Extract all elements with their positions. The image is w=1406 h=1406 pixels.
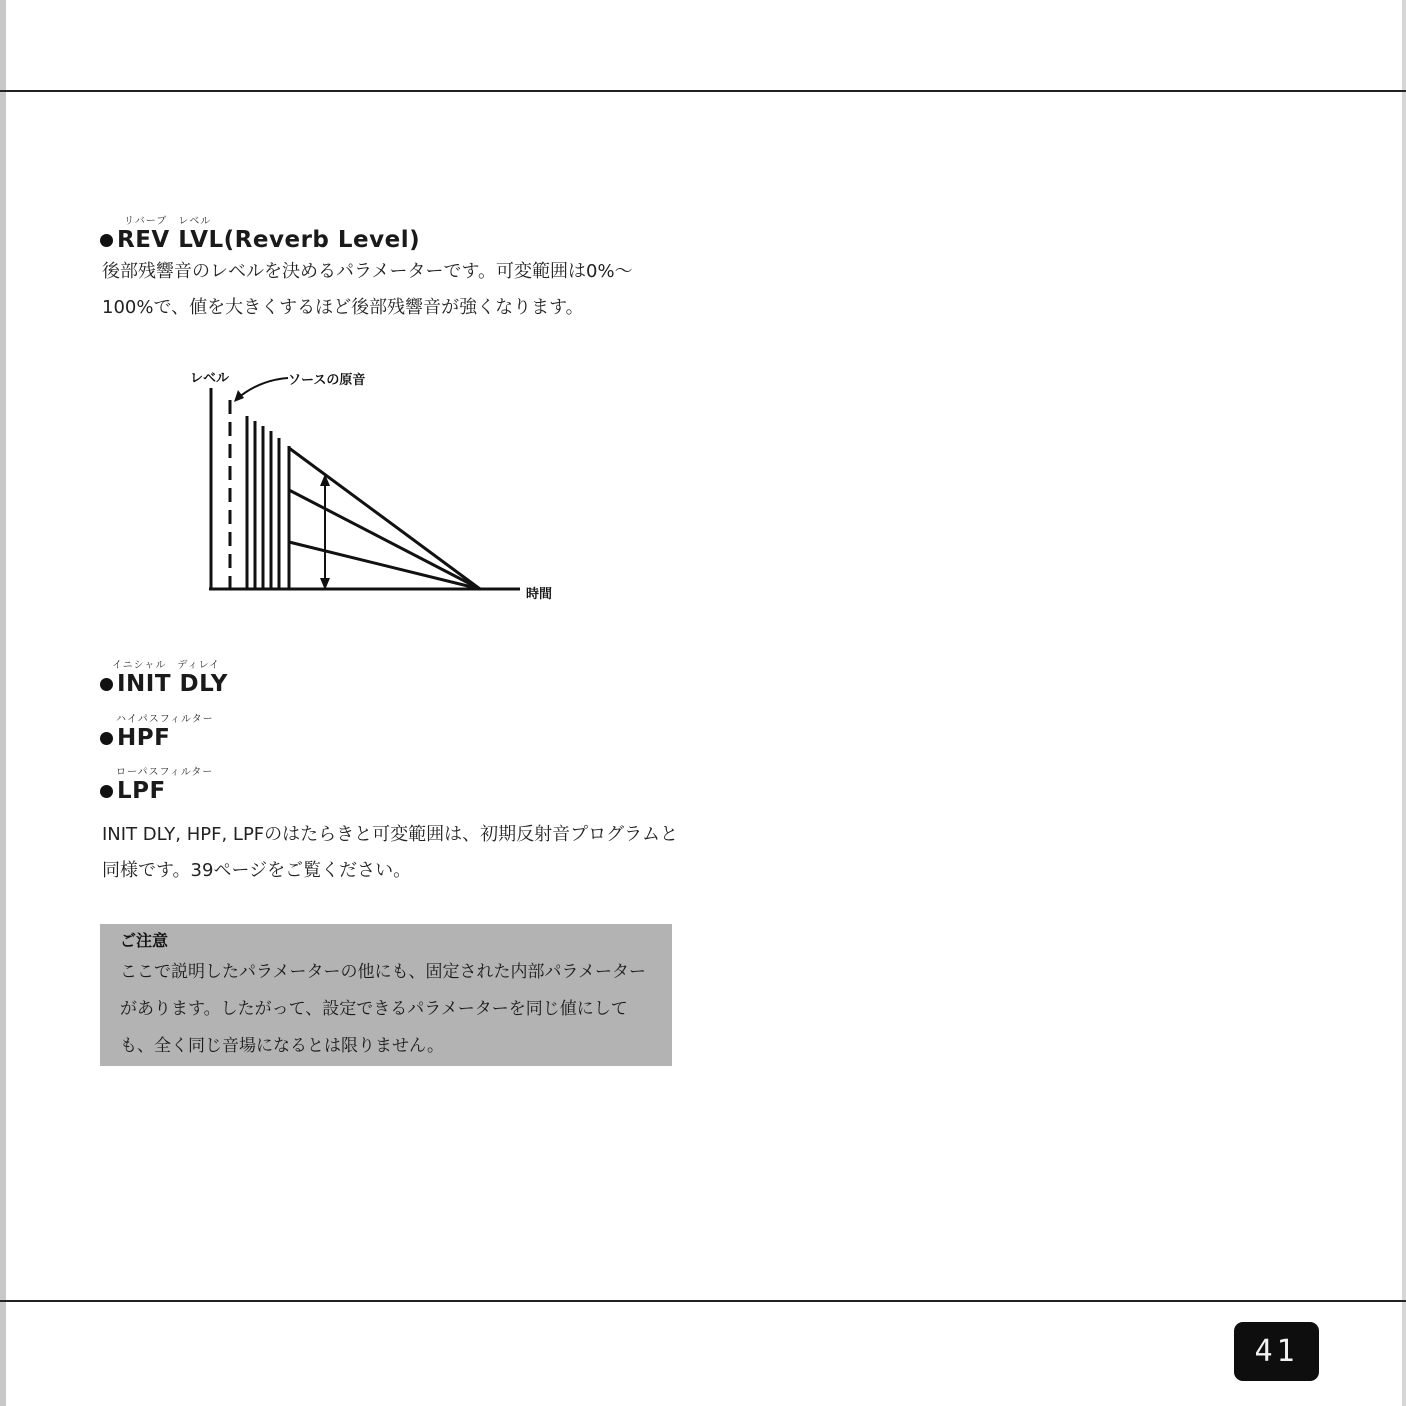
lpf-heading-text: LPF: [117, 778, 166, 804]
init-dly-heading: [100, 671, 228, 697]
decay-line-mid: [289, 490, 480, 589]
decay-line-low: [289, 542, 480, 589]
x-axis-label: 時間: [526, 587, 553, 602]
callout-arrow: [238, 378, 288, 398]
filters-description: INIT DLY, HPF, LPFのはたらきと可変範囲は、初期反射音プログラムと同様です。39ページをご覧ください。: [102, 824, 678, 881]
caution-note-body: ここで説明したパラメーターの他にも、固定された内部パラメーターがあります。したがって、設定できるパラメーターを同じ値にしても、全く同じ音場になるとは限りません。: [120, 962, 646, 1056]
hpf-section: [100, 710, 214, 751]
top-rule: [0, 90, 1406, 92]
lpf-heading: [100, 778, 213, 804]
rev-lvl-section: [100, 212, 420, 253]
page-right-edge: [1402, 0, 1406, 1406]
hpf-heading: [100, 725, 214, 751]
init-dly-ruby: イニシャル ディレイ: [112, 660, 221, 671]
caution-note: [100, 924, 672, 1066]
bullet-icon: [100, 732, 113, 745]
callout-arrow-head: [234, 390, 244, 402]
reverb-level-diagram: [180, 360, 580, 620]
lpf-section: [100, 763, 213, 804]
bullet-icon: [100, 678, 113, 691]
bullet-icon: [100, 785, 113, 798]
hpf-heading-text: HPF: [117, 725, 171, 751]
bullet-icon: [100, 234, 113, 247]
rev-lvl-ruby: リバーブ レベル: [124, 216, 212, 227]
init-dly-heading-text: INIT DLY: [117, 671, 228, 697]
reverb-diagram-svg: [180, 360, 580, 620]
decay-line-high: [289, 448, 480, 589]
rev-lvl-heading: [100, 227, 420, 253]
y-axis-label: レベル: [190, 371, 230, 386]
lpf-ruby: ローパスフィルター: [116, 767, 214, 778]
hpf-ruby: ハイパスフィルター: [116, 714, 214, 725]
page-left-edge: [0, 0, 6, 1406]
caution-note-title: ご注意: [120, 931, 169, 950]
page-number-badge: 41: [1234, 1322, 1319, 1381]
rev-lvl-heading-text: REV LVL(Reverb Level): [117, 227, 421, 253]
source-sound-label: ソースの原音: [288, 373, 366, 388]
init-dly-section: [100, 656, 228, 697]
bottom-rule: [0, 1300, 1406, 1302]
rev-lvl-description: 後部残響音のレベルを決めるパラメーターです。可変範囲は0%〜100%で、値を大きくするほど後部残響音が強くなります。: [102, 261, 633, 318]
